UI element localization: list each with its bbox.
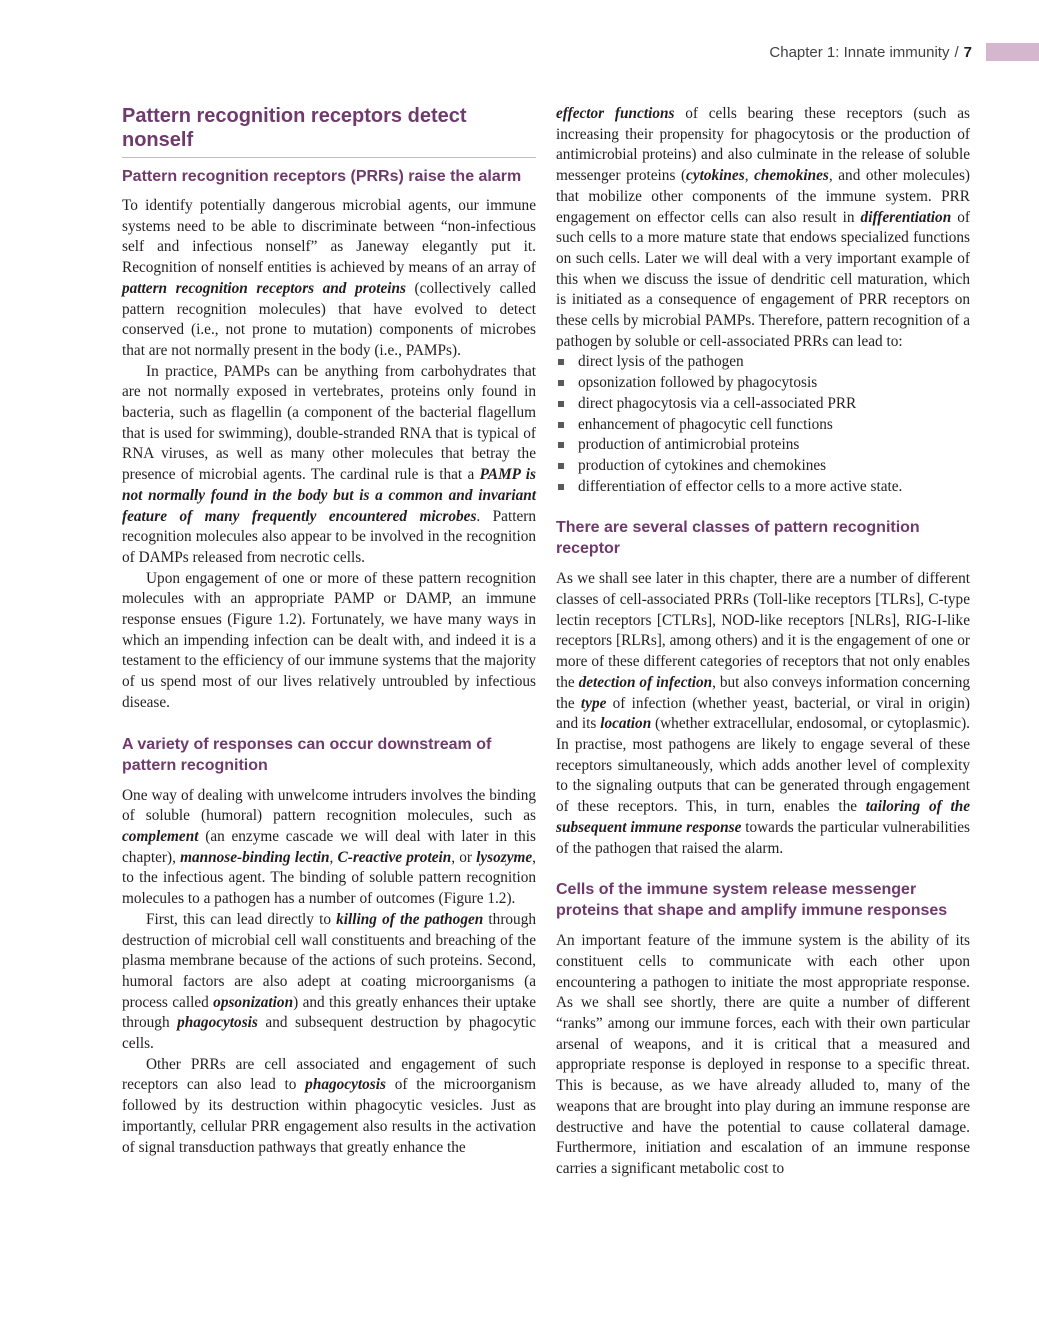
running-head-text bbox=[769, 44, 972, 61]
right-column bbox=[556, 104, 970, 1180]
list-item: opsonization followed by phagocytosis bbox=[556, 373, 970, 394]
paragraph-cell-associated-prrs: Other PRRs are cell associated and engagement of such receptors can also lead to phagocytosis of the microorganism followed by its destruction within phagocytic vesicles. Just as importantly, cellular PRR engagement also results in the activation of signal transduction pathways that greatly enhance the bbox=[122, 1055, 537, 1156]
list-item: direct lysis of the pathogen bbox=[556, 352, 970, 373]
list-item: direct phagocytosis via a cell-associated PRR bbox=[556, 394, 970, 415]
running-head bbox=[769, 42, 1039, 62]
subsection-heading-prr-classes: There are several classes of pattern recognition receptor bbox=[556, 519, 920, 558]
paragraph-prr-intro: To identify potentially dangerous microbial agents, our immune systems need to be able to discriminate between “non-infectious self and infectious nonself” as Janeway elegantly put it. Recognition of nonself entities is achieved by means of an array of pattern recognition receptors and proteins (collectively called pattern recognition molecules) that have evolved to detect conserved (i.e., not prone to mutation) components of microbes that are not normally present in the body (i.e., PAMPs). bbox=[122, 197, 536, 359]
chapter-title: Chapter 1: Innate immunity bbox=[769, 43, 950, 61]
left-column bbox=[122, 104, 536, 1158]
paragraph-humoral-binding: One way of dealing with unwelcome intruders involves the binding of soluble (humoral) pattern recognition molecules, such as complement (an enzyme cascade we will deal with later in this chapter), mannose-binding lectin, C-reactive protein, or lysozyme, to the infectious agent. The binding of soluble pattern recognition molecules to a pathogen has a number of outcomes (Figure 1.2). bbox=[122, 786, 536, 908]
subsection-heading-prr-alarm: Pattern recognition receptors (PRRs) raise the alarm bbox=[122, 168, 522, 185]
outcome-bullet-list bbox=[556, 352, 970, 497]
page-number: 7 bbox=[963, 43, 972, 61]
paragraph-immune-response: Upon engagement of one or more of these pattern recognition molecules with an appropriate PAMP or DAMP, an immune response ensues (Figure 1.2). Fortunately, we have many ways in which an impending infection can be dealt with, and indeed it is a testament to the efficiency of our immune systems that the majority of us spend most of our lives relatively untroubled by infectious disease. bbox=[122, 569, 536, 711]
subsection-heading-messenger-proteins: Cells of the immune system release messenger proteins that shape and amplify immune responses bbox=[556, 881, 948, 920]
section-heading: Pattern recognition receptors detect nonself bbox=[122, 104, 536, 158]
list-item: differentiation of effector cells to a more active state. bbox=[556, 477, 970, 498]
list-item: production of cytokines and chemokines bbox=[556, 456, 970, 477]
subsection-heading-downstream-responses: A variety of responses can occur downstream of pattern recognition bbox=[122, 735, 492, 774]
paragraph-prr-classes: As we shall see later in this chapter, there are a number of different classes of cell-associated PRRs (Toll-like receptors [TLRs], C-type lectin receptors [CTLRs], NOD-like receptors [NLRs], RIG-I-like receptors [RLRs], among others) and it is the engagement of one or more of these different categories of receptors that not only enables the detection of infection, but also conveys information concerning the type of infection (whether yeast, bacterial, or viral in origin) and its location (whether extracellular, endosomal, or cytoplasmic). In practise, most pathogens are likely to engage several of these receptors simultaneously, which adds another level of complexity to the signaling outputs that can be generated through engagement of these receptors. This, in turn, enables the tailoring of the subsequent immune response towards the particular vulnerabilities of the pathogen that raised the alarm. bbox=[556, 570, 971, 857]
paragraph-effector-functions: effector functions of cells bearing these receptors (such as increasing their propensity for phagocytosis or the production of antimicrobial proteins) and also culminate in the release of soluble messenger proteins (cytokines, chemokines, and other molecules) that mobilize other components of the immune system. PRR engagement on effector cells can also result in differentiation of such cells to a more mature state that endows specialized functions on such cells. Later we will deal with a very important example of this when we discuss the issue of dendritic cell maturation, which is initiated as a consequence of engagement of PRR receptors on these cells by microbial PAMPs. Therefore, pattern recognition of a pathogen by soluble or cell-associated PRRs can lead to: bbox=[556, 105, 970, 350]
paragraph-killing-opsonization: First, this can lead directly to killing of the pathogen through destruction of microbial cell wall constituents and breaching of the plasma membrane because of the actions of such proteins. Second, humoral factors are also adept at coating microorganisms (a process called opsonization) and this greatly enhances their uptake through phagocytosis and subsequent destruction by phagocytic cells. bbox=[122, 910, 537, 1053]
running-head-separator: / bbox=[954, 43, 959, 61]
page-accent-bar bbox=[986, 43, 1039, 61]
list-item: enhancement of phagocytic cell functions bbox=[556, 415, 970, 436]
paragraph-messenger-proteins: An important feature of the immune system is the ability of its constituent cells to communicate with each other upon encountering a pathogen to initiate the most appropriate response. As we shall see shortly, there are quite a number of different “ranks” among our immune forces, each with their own particular arsenal of weapons, and it is critical that a measured and appropriate response is deployed in response to a specific threat. This is because, as we have already alluded to, many of the weapons that are brought into play during an immune response are destructive and have the potential to cause collateral damage. Furthermore, initiation and escalation of an immune response carries a significant metabolic cost to bbox=[556, 932, 970, 1177]
paragraph-pamps: In practice, PAMPs can be anything from carbohydrates that are not normally exposed in vertebrates, proteins only found in bacteria, such as flagellin (a component of the bacterial flagellum that is used for swimming), double-stranded RNA that is typical of RNA viruses, as well as many other molecules that betray the presence of microbial agents. The cardinal rule is that a PAMP is not normally found in the body but is a common and invariant feature of many frequently encountered microbes. Pattern recognition molecules also appear to be involved in the recognition of DAMPs released from necrotic cells. bbox=[122, 362, 536, 566]
list-item: production of antimicrobial proteins bbox=[556, 435, 970, 456]
